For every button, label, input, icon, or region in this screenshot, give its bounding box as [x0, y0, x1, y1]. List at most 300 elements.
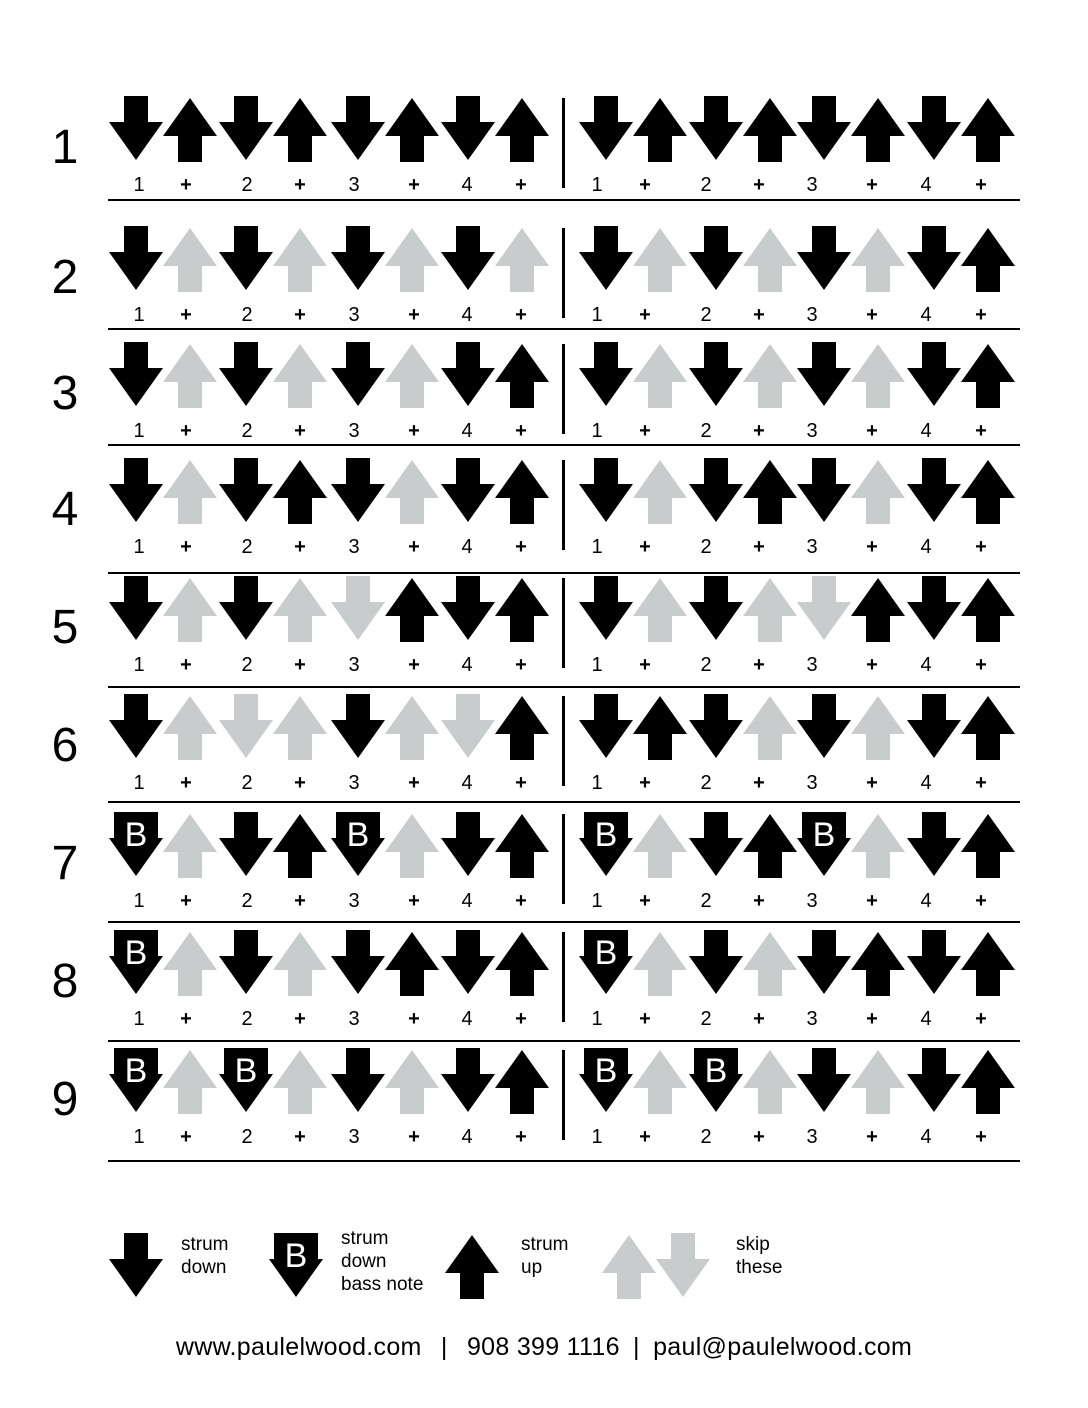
strum-up-icon	[960, 226, 1016, 292]
strum-down-icon	[108, 96, 164, 162]
legend	[0, 1225, 1088, 1305]
beat-label: 1	[591, 174, 603, 196]
beat-label: 1	[133, 304, 145, 326]
strum-down-icon	[906, 342, 962, 408]
beat-label: 1	[591, 654, 603, 676]
strum-down-icon	[218, 576, 274, 642]
beat-label: 2	[241, 890, 253, 912]
skip-up-icon	[162, 342, 218, 408]
pattern-number: 7	[51, 837, 79, 890]
strum-up-icon	[850, 930, 906, 996]
beat-label: 2	[700, 654, 712, 676]
beat-label: 2	[241, 1008, 253, 1030]
beat-label: +	[515, 890, 527, 912]
strum-down-bass-icon	[108, 1048, 164, 1114]
strum-up-icon	[960, 576, 1016, 642]
pattern-number: 2	[51, 251, 79, 304]
skip-up-icon	[162, 930, 218, 996]
bass-marker: B	[284, 1237, 308, 1275]
beat-label: 2	[700, 420, 712, 442]
strum-up-icon	[272, 458, 328, 524]
strum-down-icon	[796, 930, 852, 996]
skip-up-icon	[742, 930, 798, 996]
bass-marker: B	[594, 934, 618, 972]
strum-down-icon	[688, 576, 744, 642]
beat-label: 3	[806, 654, 818, 676]
beat-label: +	[866, 174, 878, 196]
skip-up-icon	[850, 226, 906, 292]
beat-label: +	[515, 536, 527, 558]
beat-label: +	[866, 1008, 878, 1030]
skip-up-icon	[632, 458, 688, 524]
pattern-number: 1	[51, 121, 79, 174]
strum-down-bass-icon	[578, 812, 634, 878]
beat-label: +	[180, 654, 192, 676]
row-divider	[108, 572, 1020, 574]
beat-label: 2	[700, 1126, 712, 1148]
skip-up-icon	[272, 342, 328, 408]
beat-label: 1	[133, 772, 145, 794]
strum-down-icon	[108, 342, 164, 408]
beat-label: 2	[241, 304, 253, 326]
skip-up-icon	[162, 812, 218, 878]
strum-up-icon	[960, 458, 1016, 524]
beat-label: 1	[591, 536, 603, 558]
beat-label: +	[294, 1126, 306, 1148]
strum-down-icon	[906, 812, 962, 878]
phone-number: 908 399 1116	[466, 1333, 620, 1361]
beat-label: 4	[461, 890, 473, 912]
bass-marker: B	[812, 816, 836, 854]
skip-up-icon	[384, 342, 440, 408]
strum-up-icon	[960, 96, 1016, 162]
skip-up-icon	[850, 342, 906, 408]
beat-label: 4	[920, 890, 932, 912]
beat-label: +	[515, 772, 527, 794]
strum-down-icon	[218, 342, 274, 408]
beat-label: +	[639, 174, 651, 196]
strum-down-icon	[330, 930, 386, 996]
footer-separator: |	[633, 1333, 640, 1361]
email-link[interactable]: paul@paulelwood.com	[653, 1333, 913, 1361]
beat-label: 1	[133, 890, 145, 912]
beat-label: +	[515, 1008, 527, 1030]
beat-label: 2	[700, 890, 712, 912]
beat-label: 2	[241, 420, 253, 442]
beat-label: 3	[806, 536, 818, 558]
beat-label: 2	[241, 654, 253, 676]
skip-up-icon	[272, 694, 328, 760]
beat-label: 4	[920, 304, 932, 326]
strum-down-icon	[688, 812, 744, 878]
skip-up-icon	[162, 694, 218, 760]
beat-label: +	[408, 174, 420, 196]
strum-down-icon	[688, 96, 744, 162]
beat-label: 4	[461, 1126, 473, 1148]
beat-label: +	[975, 536, 987, 558]
strum-up-icon	[494, 812, 550, 878]
beat-label: +	[294, 420, 306, 442]
bass-marker: B	[704, 1052, 728, 1090]
strum-down-icon	[440, 812, 496, 878]
strum-up-icon	[632, 96, 688, 162]
strum-down-icon	[218, 812, 274, 878]
strum-down-icon	[906, 226, 962, 292]
beat-label: +	[753, 174, 765, 196]
skip-down-icon	[218, 694, 274, 760]
beat-label: +	[515, 654, 527, 676]
beat-label: +	[180, 304, 192, 326]
beat-label: +	[408, 1126, 420, 1148]
skip-up-icon	[272, 226, 328, 292]
bar-line	[562, 460, 565, 550]
beat-label: +	[408, 304, 420, 326]
bar-line	[562, 1050, 565, 1140]
beat-label: +	[975, 174, 987, 196]
beat-label: 3	[348, 772, 360, 794]
strum-down-icon	[578, 96, 634, 162]
legend-strum-down-bass-icon	[268, 1233, 324, 1299]
beat-label: +	[515, 304, 527, 326]
beat-label: +	[866, 772, 878, 794]
beat-label: +	[180, 174, 192, 196]
strum-down-bass-icon	[578, 930, 634, 996]
beat-label: 3	[348, 890, 360, 912]
skip-up-icon	[742, 576, 798, 642]
beat-label: +	[866, 420, 878, 442]
skip-down-icon	[796, 576, 852, 642]
skip-up-icon	[742, 342, 798, 408]
beat-label: +	[515, 1126, 527, 1148]
website-link[interactable]: www.paulelwood.com	[175, 1333, 422, 1361]
beat-label: +	[975, 1126, 987, 1148]
strum-down-icon	[330, 342, 386, 408]
beat-label: 3	[348, 1126, 360, 1148]
skip-up-icon	[272, 1048, 328, 1114]
row-divider	[108, 444, 1020, 446]
row-divider	[108, 1160, 1020, 1162]
strum-down-icon	[906, 576, 962, 642]
beat-label: +	[180, 1126, 192, 1148]
strum-up-icon	[272, 812, 328, 878]
skip-up-icon	[162, 1048, 218, 1114]
bass-marker: B	[234, 1052, 258, 1090]
strum-down-icon	[796, 96, 852, 162]
strum-down-icon	[330, 1048, 386, 1114]
strum-up-icon	[494, 930, 550, 996]
beat-label: 4	[461, 536, 473, 558]
pattern-number: 4	[51, 483, 79, 536]
strum-down-icon	[578, 226, 634, 292]
beat-label: +	[753, 304, 765, 326]
beat-label: +	[975, 890, 987, 912]
beat-label: 3	[806, 174, 818, 196]
beat-label: 3	[806, 420, 818, 442]
beat-label: +	[294, 174, 306, 196]
beat-label: +	[180, 890, 192, 912]
beat-label: +	[866, 304, 878, 326]
strum-down-bass-icon	[796, 812, 852, 878]
skip-down-icon	[440, 694, 496, 760]
skip-up-icon	[162, 226, 218, 292]
strum-up-icon	[162, 96, 218, 162]
beat-label: 4	[920, 1126, 932, 1148]
pattern-number: 3	[51, 367, 79, 420]
pattern-number: 6	[51, 719, 79, 772]
strum-down-icon	[440, 458, 496, 524]
strum-down-bass-icon	[330, 812, 386, 878]
beat-label: 1	[591, 1008, 603, 1030]
legend-strum-up-icon	[444, 1233, 500, 1299]
pattern-number: 5	[51, 601, 79, 654]
beat-label: 4	[461, 772, 473, 794]
beat-label: +	[975, 304, 987, 326]
strum-down-icon	[330, 96, 386, 162]
beat-label: +	[639, 536, 651, 558]
beat-label: 4	[461, 1008, 473, 1030]
beat-label: 4	[920, 772, 932, 794]
beat-label: 2	[241, 1126, 253, 1148]
legend-strum-down-label: strum down	[181, 1234, 229, 1278]
beat-label: +	[515, 174, 527, 196]
skip-up-icon	[632, 226, 688, 292]
bass-marker: B	[124, 1052, 148, 1090]
beat-label: +	[639, 1126, 651, 1148]
beat-label: +	[639, 772, 651, 794]
strum-down-icon	[796, 694, 852, 760]
beat-label: +	[180, 772, 192, 794]
beat-label: 2	[700, 772, 712, 794]
strum-down-icon	[218, 458, 274, 524]
beat-label: +	[866, 1126, 878, 1148]
beat-label: 2	[241, 174, 253, 196]
beat-label: +	[408, 772, 420, 794]
skip-up-icon	[742, 226, 798, 292]
strum-up-icon	[494, 1048, 550, 1114]
beat-label: 3	[348, 304, 360, 326]
strum-down-icon	[330, 458, 386, 524]
legend-skip-label: skip these	[736, 1234, 783, 1278]
pattern-number: 9	[51, 1073, 79, 1126]
row-divider	[108, 199, 1020, 201]
strum-up-icon	[742, 812, 798, 878]
skip-up-icon	[850, 694, 906, 760]
strum-down-icon	[218, 930, 274, 996]
strum-down-icon	[688, 458, 744, 524]
strum-up-icon	[960, 342, 1016, 408]
beat-label: 3	[806, 1008, 818, 1030]
strum-up-icon	[494, 96, 550, 162]
beat-label: +	[180, 1008, 192, 1030]
skip-up-icon	[850, 812, 906, 878]
strum-down-icon	[218, 226, 274, 292]
skip-up-icon	[384, 694, 440, 760]
beat-label: 1	[591, 304, 603, 326]
strum-up-icon	[850, 96, 906, 162]
beat-label: 3	[806, 304, 818, 326]
beat-label: 4	[920, 536, 932, 558]
strum-down-icon	[440, 226, 496, 292]
strum-down-bass-icon	[688, 1048, 744, 1114]
strum-down-icon	[108, 458, 164, 524]
bass-marker: B	[594, 816, 618, 854]
bar-line	[562, 932, 565, 1022]
strum-down-bass-icon	[578, 1048, 634, 1114]
beat-label: 3	[348, 420, 360, 442]
beat-label: 1	[591, 420, 603, 442]
strum-up-icon	[494, 694, 550, 760]
bass-marker: B	[346, 816, 370, 854]
strum-down-icon	[440, 576, 496, 642]
beat-label: 1	[591, 1126, 603, 1148]
strum-down-icon	[330, 694, 386, 760]
skip-up-icon	[632, 1048, 688, 1114]
beat-label: 4	[920, 174, 932, 196]
beat-label: +	[975, 654, 987, 676]
beat-label: +	[408, 1008, 420, 1030]
beat-label: 1	[591, 890, 603, 912]
strum-down-icon	[688, 342, 744, 408]
strum-up-icon	[850, 576, 906, 642]
strum-up-icon	[632, 694, 688, 760]
beat-label: 1	[133, 174, 145, 196]
legend-skip-up-icon	[601, 1233, 657, 1299]
skip-down-icon	[330, 576, 386, 642]
beat-label: +	[753, 536, 765, 558]
beat-label: +	[753, 1126, 765, 1148]
beat-label: 2	[241, 536, 253, 558]
beat-label: +	[866, 890, 878, 912]
strum-up-icon	[384, 576, 440, 642]
strum-down-icon	[906, 930, 962, 996]
beat-label: +	[180, 536, 192, 558]
beat-label: +	[639, 1008, 651, 1030]
beat-label: 1	[133, 420, 145, 442]
beat-label: 4	[461, 654, 473, 676]
beat-label: 3	[806, 890, 818, 912]
skip-up-icon	[632, 812, 688, 878]
skip-up-icon	[742, 694, 798, 760]
beat-label: 4	[920, 654, 932, 676]
legend-skip-down-icon	[655, 1233, 711, 1299]
strum-down-icon	[218, 96, 274, 162]
strum-up-icon	[960, 1048, 1016, 1114]
beat-label: +	[753, 890, 765, 912]
beat-label: 4	[920, 1008, 932, 1030]
beat-label: +	[753, 654, 765, 676]
strum-up-icon	[960, 930, 1016, 996]
row-divider	[108, 328, 1020, 330]
skip-up-icon	[850, 458, 906, 524]
skip-up-icon	[384, 458, 440, 524]
beat-label: +	[408, 890, 420, 912]
bar-line	[562, 344, 565, 434]
strum-down-icon	[108, 226, 164, 292]
skip-up-icon	[162, 458, 218, 524]
skip-up-icon	[272, 930, 328, 996]
row-divider	[108, 921, 1020, 923]
beat-label: 3	[348, 654, 360, 676]
beat-label: 3	[348, 174, 360, 196]
beat-label: +	[294, 304, 306, 326]
skip-up-icon	[162, 576, 218, 642]
skip-up-icon	[632, 930, 688, 996]
strum-down-icon	[906, 458, 962, 524]
bass-marker: B	[124, 934, 148, 972]
contact-footer	[0, 1330, 1088, 1364]
beat-label: 4	[461, 420, 473, 442]
beat-label: 3	[806, 1126, 818, 1148]
beat-label: 4	[461, 304, 473, 326]
strum-down-icon	[440, 96, 496, 162]
bass-marker: B	[594, 1052, 618, 1090]
beat-label: 2	[700, 174, 712, 196]
strum-down-icon	[796, 342, 852, 408]
beat-label: 1	[133, 654, 145, 676]
legend-strum-up-label: strum up	[521, 1234, 569, 1278]
beat-label: 1	[133, 1008, 145, 1030]
row-divider	[108, 1040, 1020, 1042]
beat-label: +	[866, 536, 878, 558]
strum-down-icon	[108, 576, 164, 642]
legend-strum-down-icon	[108, 1233, 164, 1299]
beat-label: 4	[461, 174, 473, 196]
beat-label: 3	[806, 772, 818, 794]
strum-down-icon	[578, 576, 634, 642]
strum-up-icon	[494, 342, 550, 408]
strum-down-icon	[578, 694, 634, 760]
strum-down-icon	[440, 930, 496, 996]
strum-up-icon	[494, 576, 550, 642]
beat-label: +	[975, 1008, 987, 1030]
beat-label: +	[408, 536, 420, 558]
beat-label: +	[866, 654, 878, 676]
beat-label: +	[294, 890, 306, 912]
strum-down-icon	[688, 226, 744, 292]
skip-up-icon	[384, 1048, 440, 1114]
bar-line	[562, 696, 565, 786]
beat-label: +	[515, 420, 527, 442]
strum-up-icon	[384, 930, 440, 996]
beat-label: 1	[133, 536, 145, 558]
strum-down-icon	[440, 342, 496, 408]
row-divider	[108, 686, 1020, 688]
strum-down-icon	[906, 1048, 962, 1114]
strum-up-icon	[272, 96, 328, 162]
strum-down-icon	[906, 96, 962, 162]
bar-line	[562, 228, 565, 318]
pattern-number: 8	[51, 955, 79, 1008]
strum-up-icon	[960, 694, 1016, 760]
beat-label: +	[294, 654, 306, 676]
beat-label: +	[639, 304, 651, 326]
beat-label: 4	[920, 420, 932, 442]
strum-down-icon	[796, 1048, 852, 1114]
strum-down-icon	[796, 458, 852, 524]
skip-up-icon	[632, 576, 688, 642]
strum-down-icon	[330, 226, 386, 292]
beat-label: 1	[133, 1126, 145, 1148]
strum-down-icon	[688, 930, 744, 996]
beat-label: +	[294, 1008, 306, 1030]
skip-up-icon	[384, 812, 440, 878]
skip-up-icon	[494, 226, 550, 292]
bass-marker: B	[124, 816, 148, 854]
beat-label: 2	[241, 772, 253, 794]
beat-label: +	[408, 420, 420, 442]
strum-up-icon	[742, 96, 798, 162]
strum-up-icon	[384, 96, 440, 162]
